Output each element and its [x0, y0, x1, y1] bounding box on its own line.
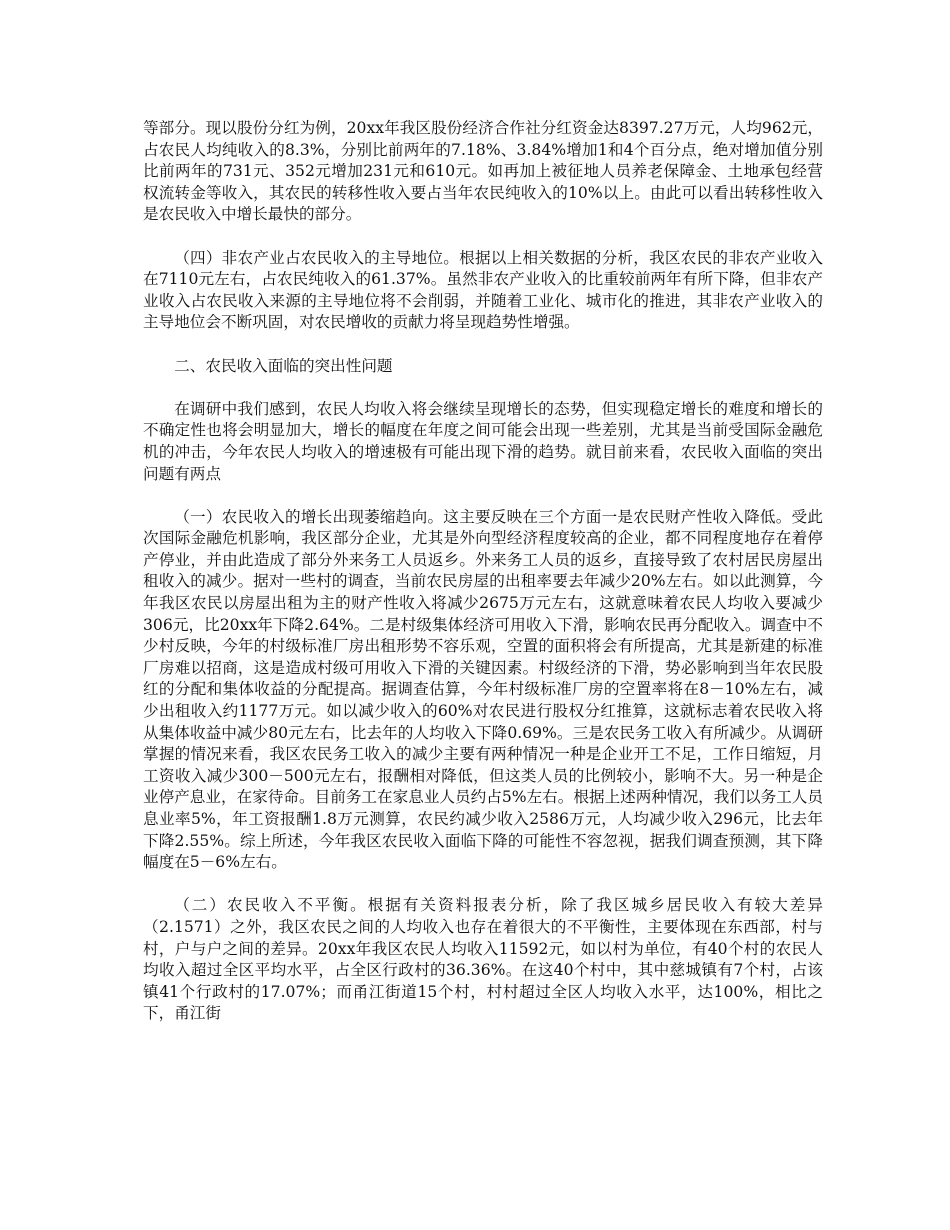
paragraph-non-agricultural-income: （四）非农产业占农民收入的主导地位。根据以上相关数据的分析，我区农民的非农产业收入在7110元左右，占农民纯收入的61.37%。虽然非农产业收入的比重较前两年有所下降，但非农产业收入占农民收入来源的主导地位将不会削弱，并随着工业化、城市化的推进，其非农产业收入的主导地位会不断巩固，对农民增收的贡献力将呈现趋势性增强。 [143, 248, 823, 332]
paragraph-income-imbalance: （二）农民收入不平衡。根据有关资料报表分析，除了我区城乡居民收入有较大差异（2.1571）之外，我区农民之间的人均收入也存在着很大的不平衡性，主要体现在东西部，村与村，户与户之间的差异。20xx年我区农民人均收入11592元，如以村为单位，有40个村的农民人均收入超过全区平均水平，占全区行政村的36.36%。在这40个村中，其中慈城镇有7个村，占该镇41个行政村的17.07%；而甬江街道15个村，村村超过全区人均收入水平，达100%，相比之下，甬江街 [143, 896, 823, 1023]
section-heading-problems: 二、农民收入面临的突出性问题 [174, 356, 393, 375]
document-page [143, 118, 823, 1047]
paragraph-transfer-income: 等部分。现以股份分红为例，20xx年我区股份经济合作社分红资金达8397.27万元，人均962元，占农民人均纯收入的8.3%，分别比前两年的7.18%、3.84%增加1和4个百分点，绝对增加值分别比前两年的731元、352元增加231元和610元。如再加上被征地人员养老保障金、土地承包经营权流转金等收入，其农民的转移性收入要占当年农民纯收入的10%以上。由此可以看出转移性收入是农民收入中增长最快的部分。 [143, 119, 823, 224]
paragraph-income-shrinkage: （一）农民收入的增长出现萎缩趋向。这主要反映在三个方面一是农民财产性收入降低。受此次国际金融危机影响，我区部分企业，尤其是外向型经济程度较高的企业，都不同程度地存在着停产停业，并由此造成了部分外来务工人员返乡。外来务工人员的返乡，直接导致了农村居民房屋出租收入的减少。据对一些村的调查，当前农民房屋的出租率要去年减少20%左右。如以此测算，今年我区农民以房屋出租为主的财产性收入将减少2675万元左右，这就意味着农民人均收入要减少306元，比20xx年下降2.64%。二是村级集体经济可用收入下滑，影响农民再分配收入。调查中不少村反映，今年的村级标准厂房出租形势不容乐观，空置的面积将会有所提高，尤其是新建的标准厂房难以招商，这是造成村级可用收入下滑的关键因素。村级经济的下滑，势必影响到当年农民股红的分配和集体收益的分配提高。据调查估算，今年村级标准厂房的空置率将在8－10%左右，减少出租收入约1177万元。如以减少收入的60%对农民进行股权分红推算，这就标志着农民收入将从集体收益中减少80元左右，比去年的人均收入下降0.69%。三是农民务工收入有所减少。从调研掌握的情况来看，我区农民务工收入的减少主要有两种情况一种是企业开工不足，工作日缩短，月工资收入减少300－500元左右，报酬相对降低，但这类人员的比例较小，影响不大。另一种是企业停产息业，在家待命。目前务工在家息业人员约占5%左右。根据上述两种情况，我们以务工人员息业率5%，年工资报酬1.8万元测算，农民约减少收入2586万元，人均减少收入296元，比去年下降2.55%。综上所述，今年我区农民收入面临下降的可能性不容忽视，据我们调查预测，其下降幅度在5－6%左右。 [143, 507, 823, 872]
paragraph-research-findings: 在调研中我们感到，农民人均收入将会继续呈现增长的态势，但实现稳定增长的难度和增长的不确定性也将会明显加大，增长的幅度在年度之间可能会出现一些差别，尤其是当前受国际金融危机的冲击，今年农民人均收入的增速极有可能出现下滑的趋势。就目前来看，农民收入面临的突出问题有两点 [143, 399, 823, 483]
